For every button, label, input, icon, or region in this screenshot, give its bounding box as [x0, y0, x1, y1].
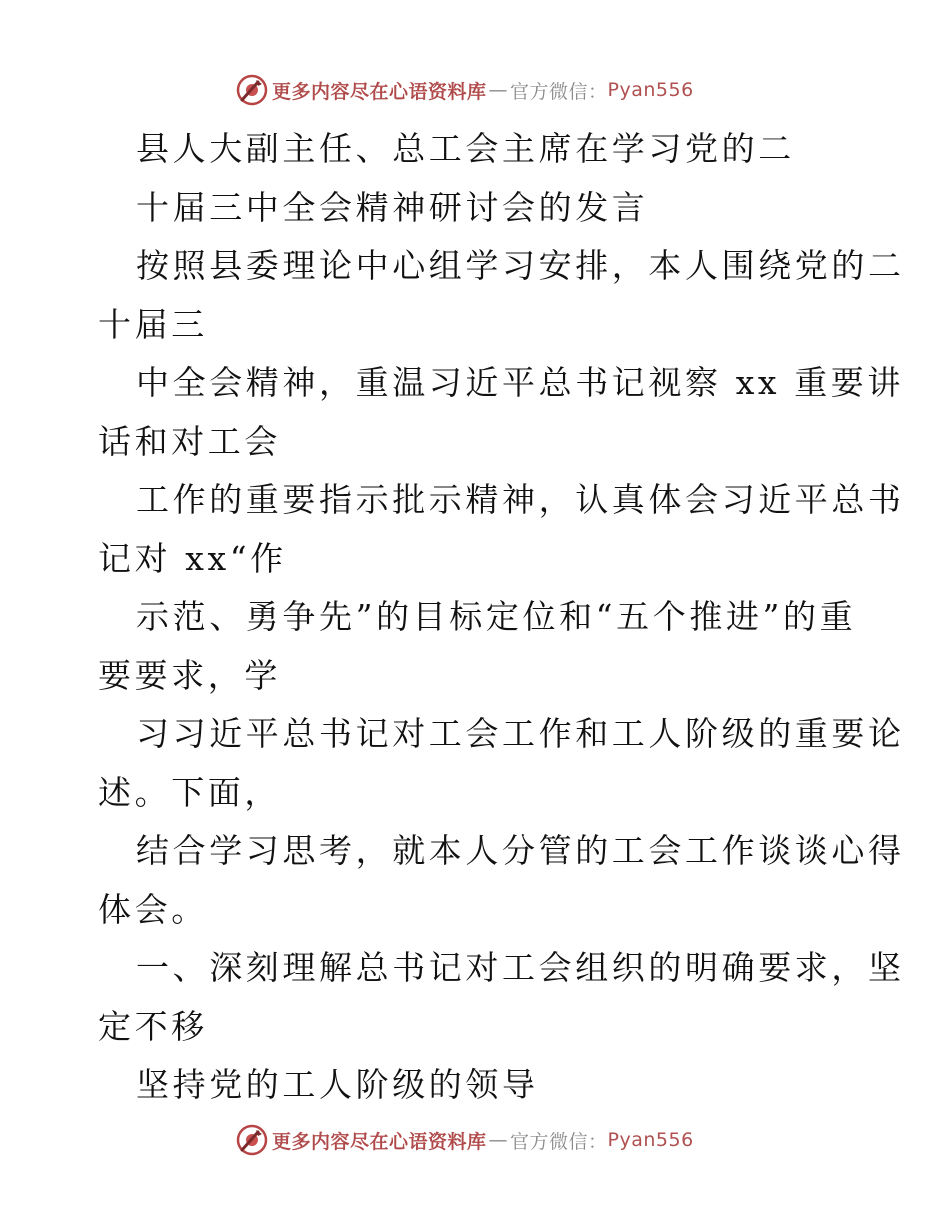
text-line: 一、深刻理解总书记对工会组织的明确要求，坚	[136, 948, 905, 987]
watermark-wechat-id: Pyan556	[607, 1129, 694, 1151]
header-watermark	[236, 73, 694, 107]
text-line: 定不移	[98, 1006, 208, 1046]
text-line: 习习近平总书记对工会工作和工人阶级的重要论	[136, 714, 905, 753]
brand-logo-icon	[236, 1124, 268, 1156]
text-line: 述。下面，	[98, 772, 281, 812]
watermark-wechat-label: 官方微信：	[510, 1130, 608, 1153]
text-line: 中全会精神，重温习近平总书记视察 xx 重要讲	[136, 363, 905, 402]
text-line: 县人大副主任、总工会主席在学习党的二	[136, 129, 795, 168]
footer-watermark	[236, 1123, 694, 1157]
text-line: 记对 xx“作	[98, 538, 287, 578]
text-line: 体会。	[98, 889, 208, 929]
watermark-wechat-id: Pyan556	[607, 79, 694, 101]
text-line: 工作的重要指示批示精神，认真体会习近平总书	[136, 480, 905, 519]
text-line: 结合学习思考，就本人分管的工会工作谈谈心得	[136, 831, 905, 870]
text-line: 坚持党的工人阶级的领导	[136, 1065, 539, 1104]
brand-logo-icon	[236, 74, 268, 106]
watermark-site-name: 更多内容尽在心语资料库	[272, 1130, 487, 1153]
text-line: 按照县委理论中心组学习安排，本人围绕党的二	[136, 246, 905, 285]
text-line: 示范、勇争先”的目标定位和“五个推进”的重	[136, 597, 857, 636]
document-body	[98, 120, 905, 1115]
text-line: 要要求，学	[98, 655, 281, 695]
watermark-separator: —	[488, 1129, 509, 1151]
text-line: 十届三	[98, 304, 208, 344]
watermark-wechat-label: 官方微信：	[510, 80, 608, 103]
watermark-separator: —	[488, 79, 509, 101]
watermark-site-name: 更多内容尽在心语资料库	[272, 80, 487, 103]
text-line: 话和对工会	[98, 421, 281, 461]
text-line: 十届三中全会精神研讨会的发言	[136, 187, 649, 227]
